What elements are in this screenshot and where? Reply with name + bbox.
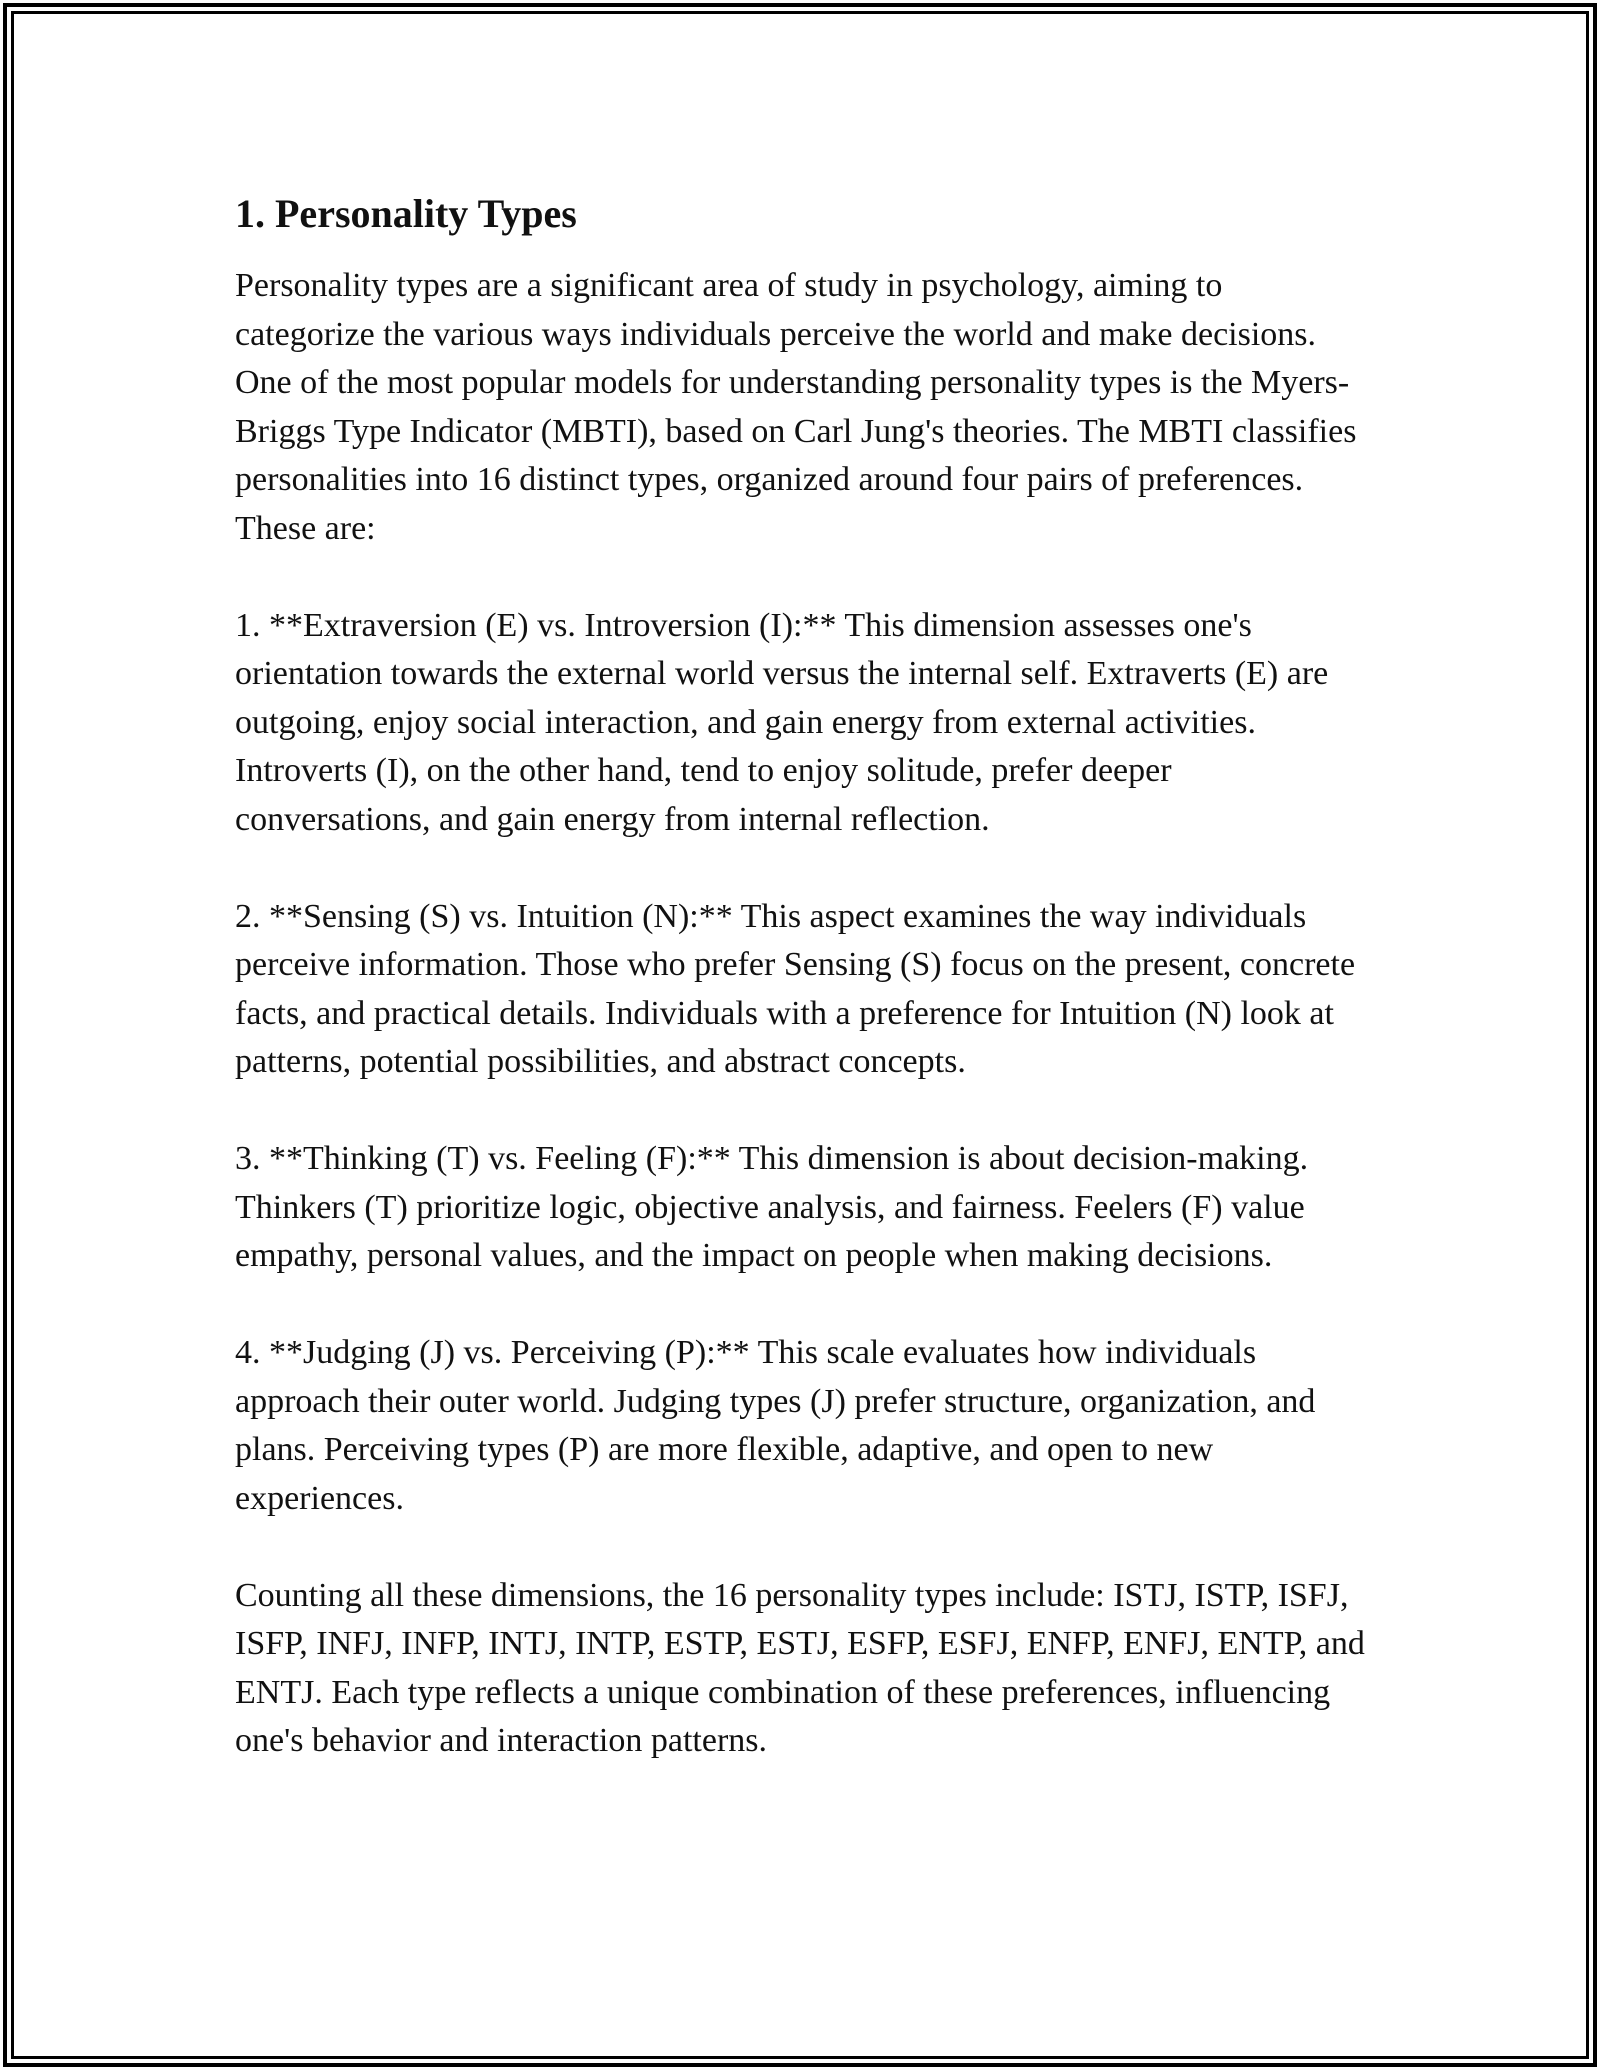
document-body bbox=[235, 186, 1365, 1814]
summary-paragraph: Counting all these dimensions, the 16 personality types include: ISTJ, ISTP, ISFJ, ISFP, INFJ, INFP, INTJ, INTP, ESTP, ESTJ, ESFP, ESFJ, ENFP, ENFJ, ENTP, and ENTJ. Each type reflects a unique combination of these preferences, influencing one's behavior and interaction patterns. bbox=[235, 1576, 1365, 1759]
judging-perceiving-paragraph: 4. **Judging (J) vs. Perceiving (P):** This scale evaluates how individuals approach their outer world. Judging types (J) prefer structure, organization, and plans. Perceiving types (P) are more flexible, adaptive, and open to new experiences. bbox=[235, 1334, 1316, 1517]
extraversion-introversion-paragraph: 1. **Extraversion (E) vs. Introversion (I):** This dimension assesses one's orientation towards the external world versus the internal self. Extraverts (E) are outgoing, enjoy social interaction, and gain energy from external activities. Introverts (I), on the other hand, tend to enjoy solitude, prefer deeper conversations, and gain energy from internal reflection. bbox=[235, 606, 1329, 838]
intro-paragraph: Personality types are a significant area of study in psychology, aiming to categorize the various ways individuals perceive the world and make decisions. One of the most popular models for understanding personality types is the Myers-Briggs Type Indicator (MBTI), based on Carl Jung's theories. The MBTI classifies personalities into 16 distinct types, organized around four pairs of preferences. These are: bbox=[235, 267, 1357, 547]
section-heading: 1. Personality Types bbox=[235, 191, 577, 236]
thinking-feeling-paragraph: 3. **Thinking (T) vs. Feeling (F):** This dimension is about decision-making. Thinkers (T) prioritize logic, objective analysis, and fairness. Feelers (F) value empathy, personal values, and the impact on people when making decisions. bbox=[235, 1140, 1309, 1274]
sensing-intuition-paragraph: 2. **Sensing (S) vs. Intuition (N):** This aspect examines the way individuals perceive information. Those who prefer Sensing (S) focus on the present, concrete facts, and practical details. Individuals with a preference for Intuition (N) look at patterns, potential possibilities, and abstract concepts. bbox=[235, 897, 1356, 1080]
